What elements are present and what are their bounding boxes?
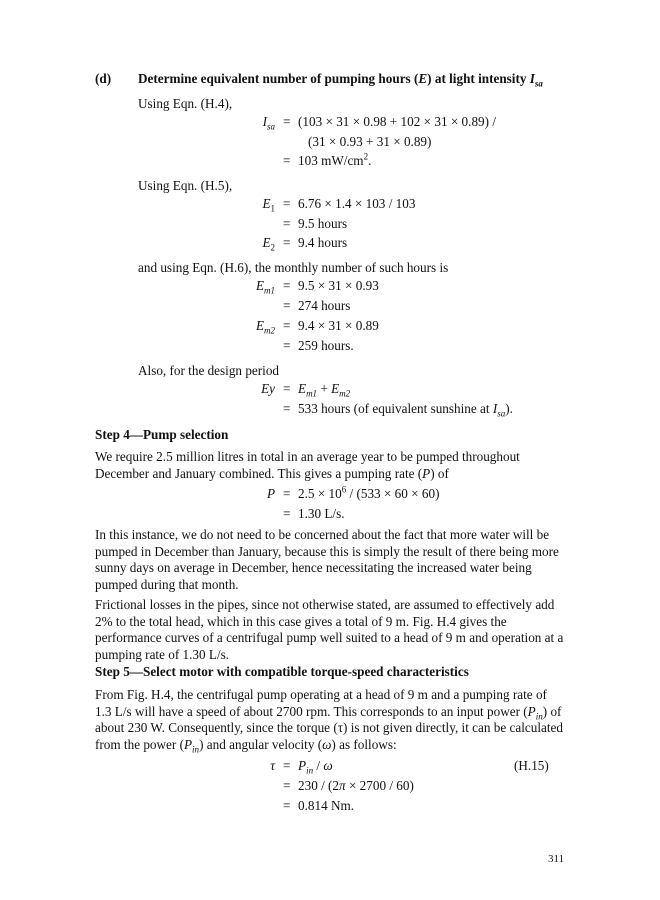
step5-var-omega: ω (322, 736, 332, 752)
tau-p-var: P (298, 758, 307, 773)
p-line-2: 1.30 L/s. (298, 506, 345, 521)
step4-heading: Step 4—Pump selection (95, 427, 229, 442)
step5-text-3: ) and angular velocity ( (199, 736, 323, 752)
ey-result: 533 hours (of equivalent sunshine at (298, 401, 493, 416)
em1-var: E (255, 278, 264, 293)
tau-equals: = (283, 758, 291, 773)
heading-text: Determine equivalent number of pumping hours ( (138, 71, 419, 86)
em1-line-1: 9.5 × 31 × 0.93 (298, 278, 379, 293)
also-design-period: Also, for the design period (138, 363, 280, 378)
heading-text-2: ) at light intensity (427, 71, 530, 86)
tau-line-2 (298, 777, 414, 794)
e2-line-1: 9.4 hours (298, 235, 348, 250)
p-lhs (215, 485, 275, 502)
em1-lhs (215, 277, 275, 294)
ey-isa-sub: sa (497, 408, 506, 419)
heading-var-sub: sa (534, 78, 543, 89)
e1-equals: = (283, 196, 291, 211)
isa-line-2: (31 × 0.93 + 31 × 0.89) (308, 134, 432, 149)
tau-expr: 230 / (2 (298, 778, 340, 793)
p-equals: = (283, 486, 291, 501)
em1-equals-2: = (283, 298, 291, 313)
ey-plus: + (317, 381, 332, 396)
step5-text-4: ) as follows: (331, 736, 397, 752)
using-eqn-h5: Using Eqn. (H.5), (138, 178, 233, 193)
em2-lhs (215, 317, 275, 334)
isa-equals: = (283, 114, 291, 129)
isa-lhs (215, 113, 275, 130)
isa-result-sup: 2 (363, 151, 369, 162)
ey-line-1 (298, 380, 350, 397)
e1-sub: 1 (270, 203, 275, 214)
ey-em1-var: E (298, 381, 307, 396)
section-label-text: (d) (95, 71, 112, 86)
e2-sub: 2 (270, 242, 275, 253)
ey-equals: = (283, 381, 291, 396)
e2-var: E (262, 235, 271, 250)
e1-var: E (262, 196, 271, 211)
step5-paragraph (95, 687, 565, 753)
section-label (95, 70, 111, 87)
step4-text-2: ) of (430, 465, 449, 481)
em2-var: E (255, 318, 264, 333)
tau-equals-2: = (283, 778, 291, 793)
using-eqn-h4: Using Eqn. (H.4), (138, 96, 233, 111)
e1-lhs (215, 195, 275, 212)
ey-equals-2: = (283, 401, 291, 416)
em2-equals: = (283, 318, 291, 333)
e1-line-2: 9.5 hours (298, 216, 348, 231)
isa-result: 103 mW/cm (298, 153, 364, 168)
ey-em2-var: E (331, 381, 340, 396)
isa-result-end: . (368, 153, 372, 168)
tau-pi: π (339, 778, 346, 793)
step5-text-2: ) of about 230 W. Consequently, since the torque (τ) is not given directly, it can be calculated from the power ( (95, 703, 563, 752)
isa-var: I (262, 114, 267, 129)
ey-result-end: ). (505, 401, 513, 416)
p-var: P (266, 486, 275, 501)
em1-equals: = (283, 278, 291, 293)
tau-slash: / (313, 758, 324, 773)
ey-em1-sub: m1 (306, 388, 318, 399)
instance-paragraph: In this instance, we do not need to be concerned about the fact that more water will be pumped in December than January, because this is simply the result of there being more sunny days on average in December, hence necessitating the increased water being pumped during that month. (95, 527, 559, 592)
ey-line-2 (298, 400, 513, 417)
tau-line-1 (298, 757, 333, 774)
isa-sub: sa (266, 121, 275, 132)
em2-equals-2: = (283, 338, 291, 353)
step5-var-p-sub: in (535, 711, 543, 722)
e1-equals-2: = (283, 216, 291, 231)
using-eqn-h6: and using Eqn. (H.6), the monthly number of such hours is (138, 260, 449, 275)
heading-var-i: I (529, 71, 535, 86)
em2-sub: m2 (264, 325, 275, 336)
tau-expr-2: × 2700 / 60) (345, 778, 414, 793)
isa-line-3 (298, 152, 371, 169)
em2-line-2: 259 hours. (298, 338, 354, 353)
step5-text: From Fig. H.4, the centrifugal pump operating at a head of 9 m and a pumping rate of 1.3 L/s will have a speed of about 2700 rpm. This corresponds to an input power ( (95, 687, 547, 719)
em1-sub: m1 (264, 285, 275, 296)
ey-var: Ey (261, 381, 275, 396)
e2-lhs (215, 234, 275, 251)
tau-equals-3: = (283, 798, 291, 813)
friction-paragraph: Frictional losses in the pipes, since not otherwise stated, are assumed to effectively add 2% to the total head, which in this case gives a total of 9 m. Fig. H.4 gives the performance curves of a centrifugal pump well suited to a head of 9 m and operation at a pumping rate of 1.30 L/s. (95, 597, 564, 662)
tau-omega: ω (323, 758, 333, 773)
p-expr: 2.5 × 10 (298, 486, 342, 501)
heading-var-e: E (418, 71, 428, 86)
tau-line-3: 0.814 Nm. (298, 798, 355, 813)
em2-line-1: 9.4 × 31 × 0.89 (298, 318, 379, 333)
isa-line-1: (103 × 31 × 0.98 + 102 × 31 × 0.89) / (298, 114, 496, 129)
step5-heading: Step 5—Select motor with compatible torque-speed characteristics (95, 664, 469, 679)
p-line-1 (298, 485, 439, 502)
tau-lhs (215, 757, 275, 774)
isa-equals-2: = (283, 153, 291, 168)
p-expr-2: / (533 × 60 × 60) (346, 486, 440, 501)
tau-p-sub: in (306, 765, 314, 776)
step5-var-p: P (527, 703, 536, 719)
e2-equals: = (283, 235, 291, 250)
p-equals-2: = (283, 506, 291, 521)
page-number: 311 (548, 853, 565, 865)
step4-text: We require 2.5 million litres in total in an average year to be pumped throughout December and January combined. This gives a pumping rate ( (95, 449, 520, 481)
step4-paragraph (95, 449, 565, 482)
ey-isa-var: I (492, 401, 498, 416)
tau-var: τ (270, 758, 275, 773)
ey-em2-sub: m2 (339, 388, 351, 399)
ey-lhs (215, 380, 275, 397)
section-heading (138, 70, 543, 87)
step4-var-p: P (422, 465, 431, 481)
step5-var-p2: P (183, 736, 193, 752)
step5-var-p2-sub: in (192, 744, 200, 755)
em1-line-2: 274 hours (298, 298, 351, 313)
e1-line-1: 6.76 × 1.4 × 103 / 103 (298, 196, 416, 211)
tau-equation-number: (H.15) (514, 758, 549, 773)
p-expr-sup: 6 (341, 484, 347, 495)
